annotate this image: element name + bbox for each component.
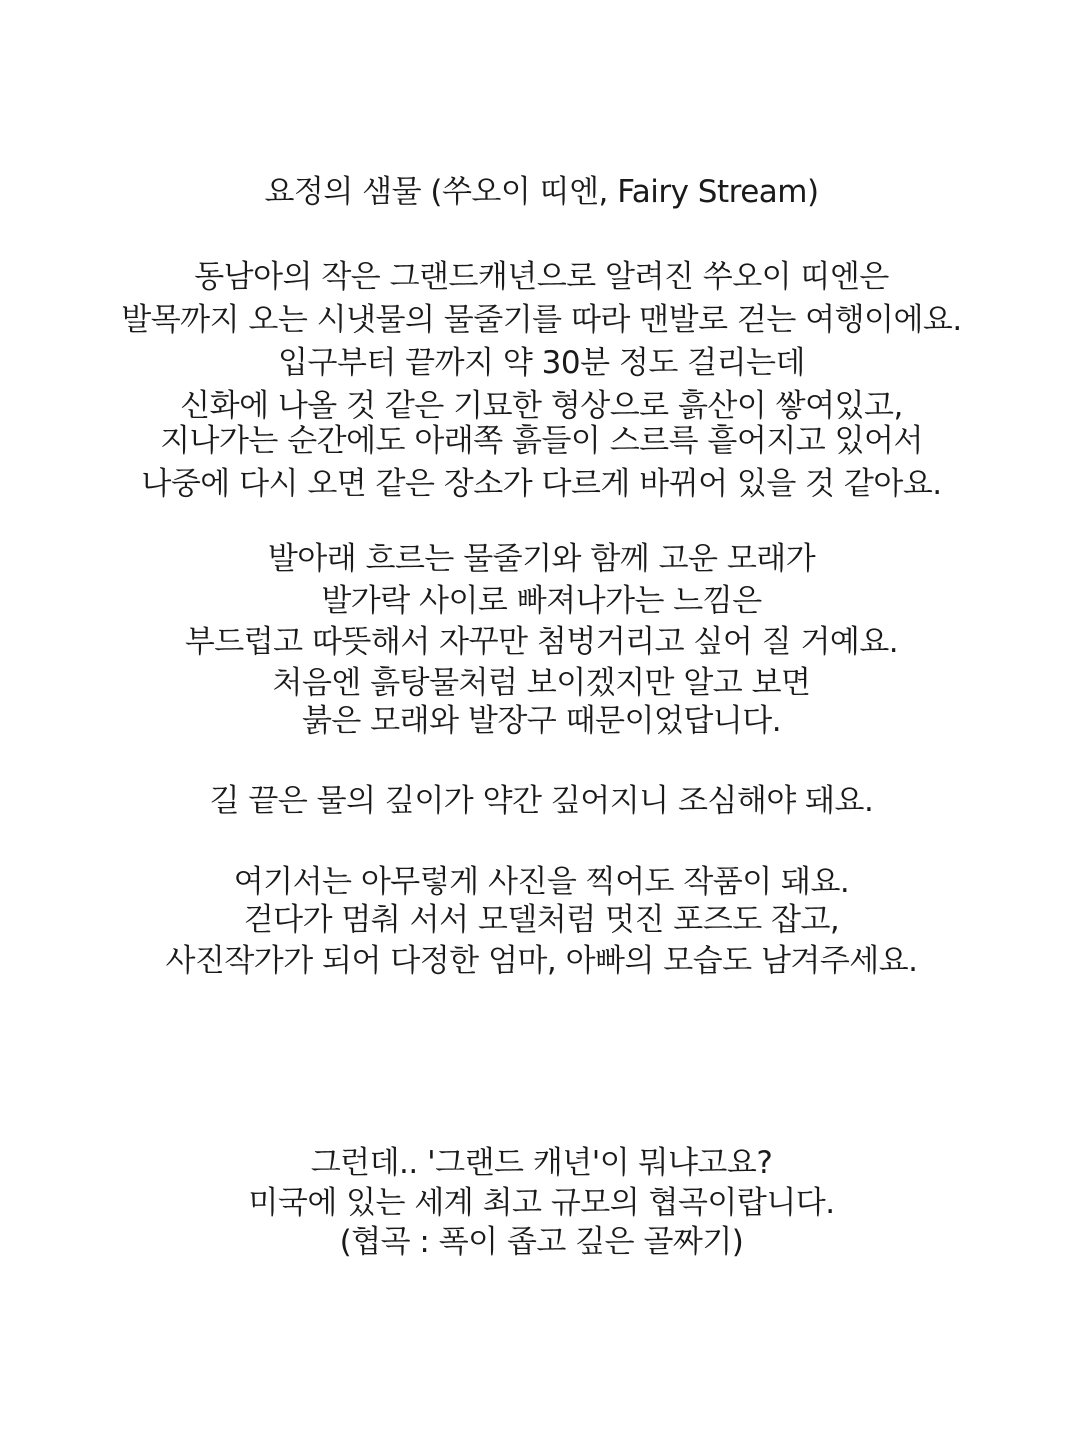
paragraph-2-line-4: 처음엔 흙탕물처럼 보이겠지만 알고 보면 (272, 665, 811, 701)
paragraph-1-line-2: 발목까지 오는 시냇물의 물줄기를 따라 맨발로 걷는 여행이에요. (121, 302, 962, 338)
paragraph-1-line-6: 나중에 다시 오면 같은 장소가 다르게 바뀌어 있을 것 같아요. (141, 466, 942, 502)
paragraph-1-line-3: 입구부터 끝까지 약 30분 정도 걸리는데 (278, 345, 805, 381)
paragraph-5-line-2: 미국에 있는 세계 최고 규모의 협곡이랍니다. (248, 1185, 835, 1221)
paragraph-2-line-5: 붉은 모래와 발장구 때문이었답니다. (301, 703, 782, 739)
paragraph-2-line-1: 발아래 흐르는 물줄기와 함께 고운 모래가 (267, 541, 816, 577)
paragraph-4-line-3: 사진작가가 되어 다정한 엄마, 아빠의 모습도 남겨주세요. (165, 943, 918, 979)
paragraph-2-line-2: 발가락 사이로 빠져나가는 느낌은 (321, 583, 762, 619)
paragraph-4-line-2: 걷다가 멈춰 서서 모델처럼 멋진 포즈도 잡고, (243, 902, 840, 938)
paragraph-5-line-1: 그런데.. '그랜드 캐년'이 뭐냐고요? (310, 1145, 773, 1181)
document-title: 요정의 샘물 (쑤오이 띠엔, Fairy Stream) (264, 174, 819, 210)
paragraph-4-line-1: 여기서는 아무렇게 사진을 찍어도 작품이 돼요. (233, 864, 850, 900)
paragraph-3-line-1: 길 끝은 물의 깊이가 약간 깊어지니 조심해야 돼요. (209, 783, 874, 819)
paragraph-2-line-3: 부드럽고 따뜻해서 자꾸만 첨벙거리고 싶어 질 거예요. (184, 624, 899, 660)
paragraph-1-line-5: 지나가는 순간에도 아래쪽 흙들이 스르륵 흩어지고 있어서 (160, 423, 923, 459)
paragraph-1-line-4: 신화에 나올 것 같은 기묘한 형상으로 흙산이 쌓여있고, (180, 388, 903, 424)
paragraph-1-line-1: 동남아의 작은 그랜드캐년으로 알려진 쑤오이 띠엔은 (194, 259, 889, 295)
paragraph-5-line-3: (협곡 : 폭이 좁고 깊은 골짜기) (339, 1224, 744, 1260)
